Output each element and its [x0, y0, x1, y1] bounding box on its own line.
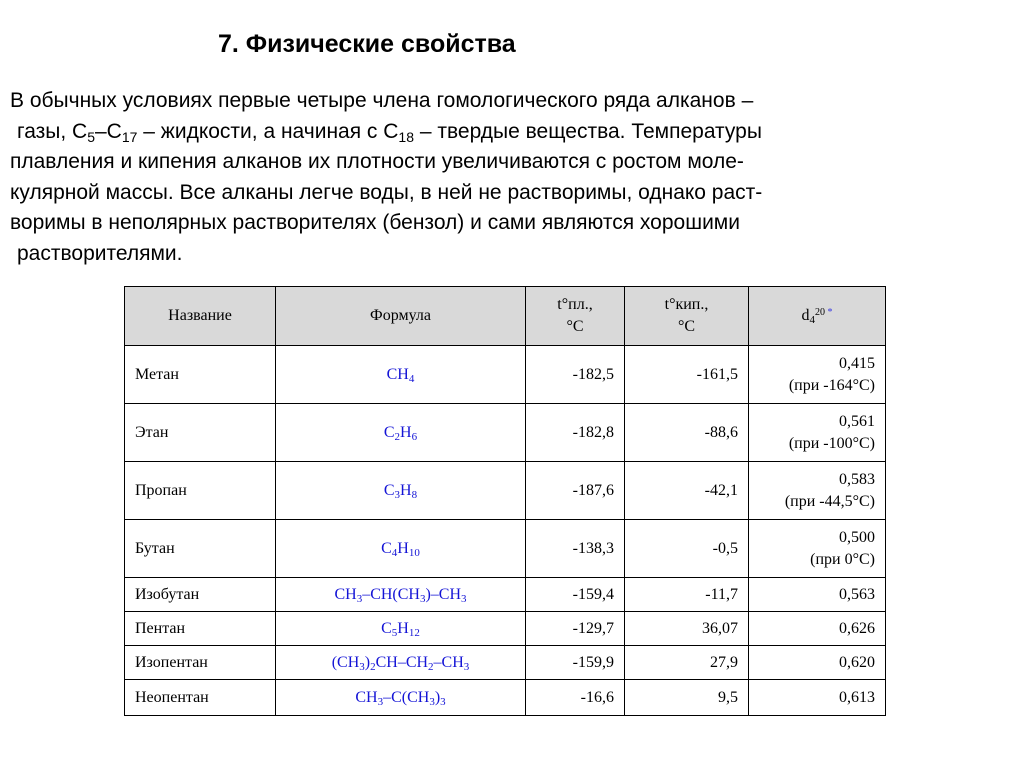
paragraph-line: воримы в неполярных растворителях (бензол) и сами являются хорошими — [10, 211, 740, 234]
cell-melting: -16,6 — [526, 680, 625, 716]
cell-formula: $C_4H_{10}$ — [276, 520, 526, 578]
header-text: °С — [566, 318, 584, 335]
cell-density: 0,500 (при 0°С) — [749, 520, 886, 578]
header-text: t°пл., — [557, 296, 593, 313]
intro-paragraph — [10, 86, 1010, 269]
cell-density: 0,563 — [749, 578, 886, 612]
cell-formula: $CH_3-C(CH_3)_3$ — [276, 680, 526, 716]
cell-formula: $(CH_3)_2CH-CH_2-CH_3$ — [276, 646, 526, 680]
table-row — [125, 612, 886, 646]
cell-density: 0,620 — [749, 646, 886, 680]
cell-melting: -159,4 — [526, 578, 625, 612]
cell-name: Метан — [125, 346, 276, 404]
cell-melting: -187,6 — [526, 462, 625, 520]
table-row — [125, 646, 886, 680]
cell-melting: -182,5 — [526, 346, 625, 404]
text-segment: газы, С — [17, 119, 88, 143]
text-segment: – жидкости, а начиная с С — [137, 119, 399, 143]
paragraph-line: плавления и кипения алканов их плотности увеличиваются с ростом моле- — [10, 150, 744, 173]
cell-melting: -129,7 — [526, 612, 625, 646]
header-text: °С — [677, 318, 696, 335]
footnote-mark: * — [825, 307, 833, 318]
cell-boiling: -161,5 — [625, 346, 749, 404]
header-formula: Формула — [276, 287, 526, 346]
text-segment: – твердые вещества. Температуры — [414, 119, 762, 143]
cell-boiling: 36,07 — [625, 612, 749, 646]
table-row — [125, 346, 886, 404]
header-text: t°кип., — [664, 296, 709, 313]
cell-formula: $CH_3-CH(CH_3)-CH_3$ — [276, 578, 526, 612]
cell-density: 0,626 — [749, 612, 886, 646]
cell-formula: $C_3H_8$ — [276, 462, 526, 520]
cell-name: Пентан — [125, 612, 276, 646]
cell-boiling: 9,5 — [625, 680, 749, 716]
paragraph-line: В обычных условиях первые четыре члена гомологического ряда алканов – — [10, 89, 754, 112]
paragraph-line — [10, 117, 1010, 148]
subscript: 18 — [398, 128, 414, 145]
header-boiling-point — [625, 287, 749, 346]
cell-density: 0,415 (при -164°С) — [749, 346, 886, 404]
cell-boiling: 27,9 — [625, 646, 749, 680]
header-text: d — [801, 307, 810, 324]
cell-formula: $C_2H_6$ — [276, 404, 526, 462]
superscript: 20 — [815, 307, 825, 318]
subscript: 5 — [87, 128, 95, 145]
subscript: 4 — [809, 314, 815, 326]
table-row — [125, 578, 886, 612]
subscript: 17 — [121, 128, 138, 145]
cell-name: Этан — [125, 404, 276, 462]
cell-boiling: -0,5 — [625, 520, 749, 578]
cell-density: 0,561 (при -100°С) — [749, 404, 886, 462]
cell-name: Изопентан — [125, 646, 276, 680]
page-title: 7. Физические свойства — [218, 30, 516, 58]
cell-boiling: -42,1 — [625, 462, 749, 520]
cell-melting: -159,9 — [526, 646, 625, 680]
cell-density: 0,613 — [749, 680, 886, 716]
cell-name: Неопентан — [125, 680, 276, 716]
table-row — [125, 462, 886, 520]
cell-name: Пропан — [125, 462, 276, 520]
cell-density: 0,583 (при -44,5°С) — [749, 462, 886, 520]
cell-boiling: -88,6 — [625, 404, 749, 462]
cell-melting: -138,3 — [526, 520, 625, 578]
paragraph-line: растворителями. — [17, 241, 183, 265]
cell-boiling: -11,7 — [625, 578, 749, 612]
table-row — [125, 680, 886, 716]
cell-formula: $CH_4$ — [276, 346, 526, 404]
table-row — [125, 520, 886, 578]
cell-melting: -182,8 — [526, 404, 625, 462]
table-row — [125, 404, 886, 462]
header-name: Название — [125, 287, 276, 346]
cell-name: Бутан — [125, 520, 276, 578]
cell-name: Изобутан — [125, 578, 276, 612]
cell-formula: $C_5H_{12}$ — [276, 612, 526, 646]
header-melting-point — [526, 287, 625, 346]
alkane-properties-table — [124, 286, 886, 716]
table-header-row — [125, 287, 886, 346]
text-segment: –С — [95, 119, 122, 143]
header-density — [749, 287, 886, 346]
paragraph-line: кулярной массы. Все алканы легче воды, в ней не растворимы, однако раст- — [10, 180, 763, 204]
